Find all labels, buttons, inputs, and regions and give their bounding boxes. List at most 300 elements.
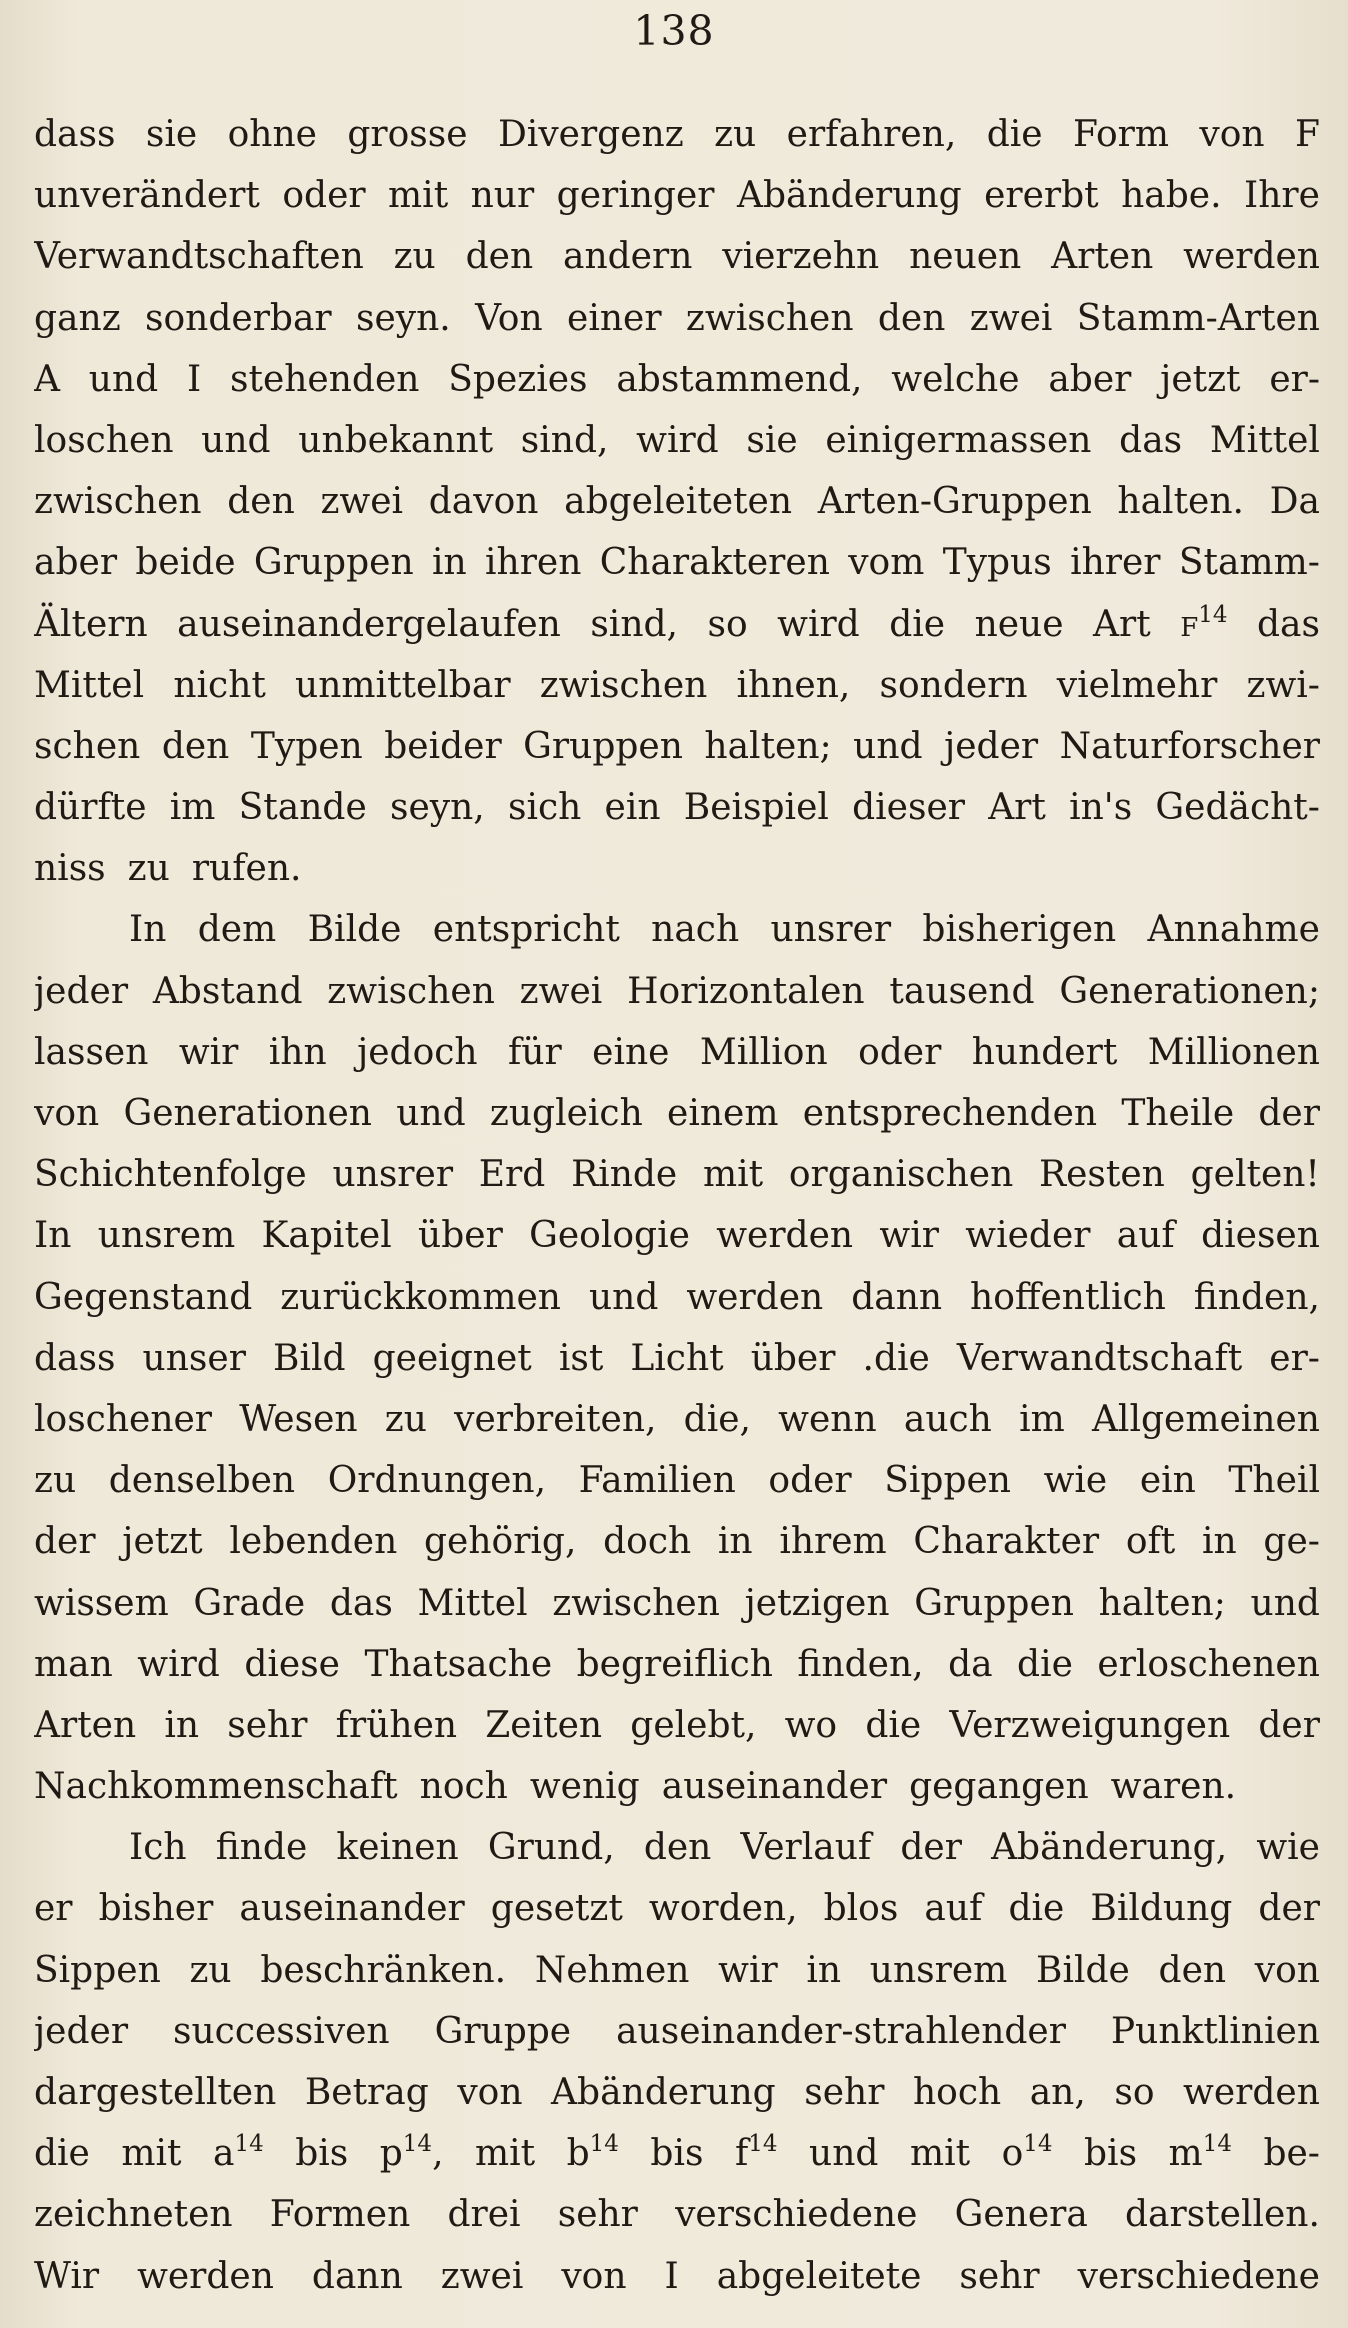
word: abgeleitete (716, 2255, 922, 2297)
word: waren. (1110, 1766, 1237, 1808)
word: unser (142, 1337, 246, 1379)
word: Da (1269, 481, 1320, 523)
word: Sippen (34, 1949, 161, 1991)
text-line (34, 1022, 1320, 1083)
word: Punktlinien (1110, 2010, 1320, 2052)
word: dieser (852, 787, 965, 829)
word: tausend (889, 970, 1035, 1012)
word: auf (1116, 1215, 1175, 1257)
word: den (643, 1827, 712, 1869)
word: Abänderung, (991, 1827, 1228, 1869)
word: I (186, 358, 202, 400)
word: finden, (797, 1643, 924, 1685)
word: Licht (630, 1337, 724, 1379)
word: dass (34, 114, 116, 155)
word: Mittel (1209, 419, 1320, 461)
word: Erd (478, 1154, 546, 1196)
word: einem (667, 1093, 779, 1134)
word: Ältern (34, 603, 148, 645)
word: jeder (944, 725, 1039, 767)
word: unsrer (770, 909, 892, 951)
word: A (34, 358, 60, 400)
word: er (34, 1888, 73, 1930)
word: nur (470, 175, 535, 217)
word: zu (34, 1460, 77, 1502)
text-line (34, 288, 1320, 349)
word: Annahme (1147, 909, 1320, 951)
word: Allgemeinen (1091, 1398, 1320, 1440)
word: ihrem (779, 1521, 887, 1563)
word: Bilde (307, 909, 402, 951)
text-line (34, 1450, 1320, 1511)
word: von (1199, 114, 1265, 155)
word: loschen (34, 419, 174, 461)
word: hoffentlich (970, 1276, 1166, 1318)
word: jetzt (1160, 358, 1241, 400)
word: Arten (1051, 236, 1154, 278)
word: Millionen (1147, 1031, 1320, 1073)
word: oder (768, 1460, 852, 1502)
word: jeder (34, 2010, 129, 2052)
word: wir (718, 1949, 778, 1991)
word: den (465, 236, 534, 278)
word: Gedächt- (1155, 787, 1320, 829)
word: und (1250, 1582, 1320, 1624)
word: Million (699, 1031, 828, 1073)
word: mit (121, 2133, 182, 2175)
word: zu (393, 236, 436, 278)
word: mit (388, 175, 449, 217)
word: entsprechenden (802, 1093, 1098, 1134)
word: Verwandtschaft (956, 1337, 1243, 1379)
word: die (34, 2133, 90, 2175)
word: Stamm- (1178, 542, 1320, 584)
text-line (34, 1573, 1320, 1634)
word: wir (178, 1031, 239, 1073)
word: Formen (269, 2194, 411, 2236)
text-line (34, 1511, 1320, 1572)
text-line (34, 2001, 1320, 2062)
text-line (34, 104, 1320, 165)
word: Genera (954, 2194, 1088, 2236)
word: Betrag (304, 2072, 429, 2113)
word: der (1258, 1704, 1320, 1746)
word: wo (784, 1704, 838, 1746)
text-line (34, 1267, 1320, 1328)
word: über (418, 1215, 503, 1257)
word: neue (974, 603, 1064, 645)
word: dargestellten (34, 2072, 277, 2113)
word: verbreiten, (454, 1398, 657, 1440)
word: an, (1029, 2072, 1086, 2113)
word: Naturforscher (1059, 725, 1320, 767)
word: zugleich (489, 1093, 643, 1134)
text-line (34, 471, 1320, 532)
word: und (588, 1276, 659, 1318)
word: zwei (320, 481, 404, 523)
word: der (1258, 1093, 1320, 1134)
word: Zeiten (485, 1704, 603, 1746)
word: oder (282, 175, 366, 217)
body-text (34, 104, 1320, 2307)
word: die (865, 1704, 922, 1746)
word: im (169, 787, 216, 829)
word: werden (1183, 2072, 1320, 2113)
word: dürfte (34, 787, 147, 829)
word: ganz (34, 297, 121, 339)
word: den (161, 725, 230, 767)
word: zwischen (327, 970, 495, 1012)
word: oder (858, 1031, 942, 1073)
word: Wesen (239, 1398, 358, 1440)
word: hoch (912, 2072, 1002, 2113)
word: sonderbar (145, 297, 332, 339)
word: geeignet (372, 1337, 532, 1379)
word: drei (447, 2194, 521, 2236)
word: In (129, 909, 167, 951)
word: zu (714, 114, 757, 155)
word: Spezies (448, 358, 588, 400)
word: in (164, 1704, 200, 1746)
word: Wir (34, 2255, 100, 2297)
word: habe. (1121, 175, 1222, 217)
text-line (34, 2246, 1320, 2307)
word: einer (567, 297, 662, 339)
word: Stande (238, 787, 367, 829)
word: $f^{14}$ (734, 2131, 778, 2175)
word: erloschenen (1097, 1643, 1320, 1685)
word: dann (851, 1276, 943, 1318)
word: ihren (485, 542, 582, 584)
text-line (34, 349, 1320, 410)
word: aber (34, 542, 118, 584)
word: Thatsache (364, 1643, 553, 1685)
word: aber (1048, 358, 1132, 400)
text-line (34, 1083, 1320, 1144)
word: für (508, 1031, 562, 1073)
text-line (34, 532, 1320, 593)
word: und (853, 725, 923, 767)
word: $a^{14}$ (212, 2131, 264, 2175)
word: dass (34, 1337, 116, 1379)
word: seyn. (356, 297, 451, 339)
word: das (329, 1582, 393, 1624)
word: und (88, 358, 159, 400)
word: grosse (347, 114, 468, 155)
text-line (34, 1144, 1320, 1205)
word: Verlauf (740, 1827, 872, 1869)
word: Ich (129, 1827, 187, 1869)
word: so (707, 603, 748, 645)
word: Kapitel (261, 1215, 392, 1257)
word: Abänderung (736, 175, 962, 217)
text-line (34, 899, 1320, 960)
word: sie (746, 419, 798, 461)
word: andern (562, 236, 693, 278)
word: in (717, 1521, 753, 1563)
text-line (34, 1756, 1320, 1817)
word: werden (686, 1276, 824, 1318)
word: darstellen. (1125, 2194, 1320, 2236)
word: hundert (971, 1031, 1118, 1073)
page-number: 138 (633, 7, 715, 55)
word: diesen (1201, 1215, 1320, 1257)
word: gesetzt (490, 1888, 623, 1930)
text-line (34, 1940, 1320, 2001)
word: Charakter (913, 1521, 1100, 1563)
word: die, (683, 1398, 751, 1440)
word: seyn, (390, 787, 485, 829)
word: Form (1072, 114, 1169, 155)
word: und (396, 1093, 466, 1134)
word: davon (428, 481, 539, 523)
text-line (34, 410, 1320, 471)
word: Charakteren (599, 542, 830, 584)
word: niss (34, 848, 106, 890)
text-line (34, 1817, 1320, 1878)
word: zwei (519, 970, 603, 1012)
word: zwischen (539, 664, 708, 706)
word: bis (295, 2133, 349, 2175)
text-line (34, 2123, 1320, 2184)
text-line (34, 1878, 1320, 1939)
word: wir (879, 1215, 939, 1257)
word: verschiedene (675, 2194, 918, 2236)
word: sich (507, 787, 582, 829)
word: sind, (520, 419, 609, 461)
word: Abänderung (551, 2072, 776, 2113)
word: keinen (336, 1827, 459, 1869)
word: Grade (193, 1582, 306, 1624)
word: die (1017, 1643, 1073, 1685)
text-line (34, 655, 1320, 716)
word: dem (197, 909, 277, 951)
text-line (34, 226, 1320, 287)
word: F (1295, 114, 1320, 155)
word: einigermassen (825, 419, 1092, 461)
word: Familien (578, 1460, 736, 1502)
word: sehr (804, 2072, 885, 2113)
word: ererbt (984, 175, 1099, 217)
word: frühen (335, 1704, 458, 1746)
word: Theil (1228, 1460, 1320, 1502)
text-line (34, 838, 1320, 899)
text-line (34, 1634, 1320, 1695)
word: worden, (648, 1888, 798, 1930)
word: nach (651, 909, 740, 951)
word: entspricht (432, 909, 620, 951)
word: auseinander (661, 1766, 888, 1808)
word: jeder (34, 970, 129, 1012)
word: Typen (250, 725, 363, 767)
word: auseinander (239, 1888, 465, 1930)
word: stehenden (230, 358, 420, 400)
word: Schichtenfolge (34, 1154, 307, 1196)
word: $b^{14}$ (566, 2131, 619, 2175)
word: bisher (98, 1888, 214, 1930)
word: vom (848, 542, 925, 584)
word: Resten (1039, 1154, 1165, 1196)
word: ihrer (1070, 542, 1161, 584)
word: halten; (704, 725, 832, 767)
text-line (34, 961, 1320, 1022)
word: $F^{14}$ (1180, 601, 1228, 643)
word: zwi- (1246, 664, 1320, 706)
text-line (34, 716, 1320, 777)
word: auf (924, 1888, 983, 1930)
word: beide (135, 542, 236, 584)
word: Verwandtschaften (34, 236, 364, 278)
word: Mittel (417, 1582, 528, 1624)
word: Gruppen (523, 725, 683, 767)
text-line (34, 594, 1320, 655)
word: welche (891, 358, 1020, 400)
word: beider (384, 725, 502, 767)
word: $o^{14}$ (1001, 2131, 1053, 2175)
word: be- (1263, 2133, 1320, 2175)
word: in (431, 542, 467, 584)
word: unverändert (34, 175, 260, 217)
word: Bilde (1036, 1949, 1130, 1991)
word: der (900, 1827, 962, 1869)
word: der (1258, 1888, 1320, 1930)
word: ein (1139, 1460, 1196, 1502)
word: Gruppen (253, 542, 414, 584)
word: sind, (590, 603, 678, 645)
word: von (1254, 1949, 1320, 1991)
word: Generationen (123, 1093, 372, 1134)
text-line (34, 1389, 1320, 1450)
word: unsrem (97, 1215, 236, 1257)
word: schen (34, 725, 141, 767)
word: zwei (969, 297, 1053, 339)
word: werden (716, 1215, 854, 1257)
word: Sippen (884, 1460, 1011, 1502)
word: zwei (440, 2255, 524, 2297)
word: jetzigen (744, 1582, 890, 1624)
word: werden (1183, 236, 1320, 278)
word: unmittelbar (295, 664, 511, 706)
word: wissem (34, 1582, 169, 1624)
word: von (561, 2255, 627, 2297)
word: unbekannt (298, 419, 494, 461)
word: beschränken. (260, 1949, 507, 1991)
word: Stamm-Arten (1076, 297, 1320, 339)
word: über (750, 1337, 836, 1379)
word: vierzehn (722, 236, 880, 278)
word: Art (988, 787, 1046, 829)
word: sondern (879, 664, 1028, 706)
word: Gegenstand (34, 1276, 253, 1318)
word: zwischen (34, 481, 202, 523)
word: jedoch (357, 1031, 478, 1073)
word: ist (558, 1337, 604, 1379)
word: Bildung (1090, 1888, 1233, 1930)
text-line (34, 1328, 1320, 1389)
word: Mittel (34, 664, 145, 706)
word: blos (823, 1888, 899, 1930)
word: diese (244, 1643, 340, 1685)
word: gegangen (909, 1766, 1089, 1808)
word: dann (311, 2255, 403, 2297)
word: vielmehr (1056, 664, 1218, 706)
word: Arten (34, 1704, 137, 1746)
word: sehr (227, 1704, 308, 1746)
word: ihn (268, 1031, 327, 1073)
word: finden, (1193, 1276, 1320, 1318)
word: lassen (34, 1031, 149, 1073)
word: ein (604, 787, 661, 829)
word: den (877, 297, 946, 339)
word: Geologie (529, 1215, 690, 1257)
word: ge- (1263, 1521, 1320, 1563)
word: successiven (173, 2010, 390, 2052)
word: wird (137, 1643, 220, 1685)
word: zu (384, 1398, 427, 1440)
word: das (1119, 419, 1183, 461)
word: organischen (788, 1154, 1014, 1196)
word: gehörig, (423, 1521, 577, 1563)
word: und (201, 419, 271, 461)
word: $m^{14}$ (1168, 2131, 1232, 2175)
word: sie (145, 114, 198, 155)
word: da (948, 1643, 993, 1685)
word: abgeleiteten (564, 481, 793, 523)
word: unsrem (869, 1949, 1008, 1991)
word: gelebt, (630, 1704, 757, 1746)
word: den (1158, 1949, 1227, 1991)
word: gelten! (1190, 1154, 1320, 1196)
word: wie (1256, 1827, 1320, 1869)
word: rufen. (191, 848, 302, 890)
word: doch (603, 1521, 692, 1563)
word: er- (1269, 1337, 1320, 1379)
word: zu (189, 1949, 232, 1991)
word: wenn (778, 1398, 877, 1440)
word: auseinander-strahlender (616, 2010, 1066, 2052)
word: von (457, 2072, 523, 2113)
text-line (34, 1205, 1320, 1266)
word: bis (1084, 2133, 1138, 2175)
word: In (34, 1215, 72, 1257)
word: finde (215, 1827, 308, 1869)
word: jetzt (122, 1521, 203, 1563)
word: Art (1093, 603, 1151, 645)
text-line (34, 2062, 1320, 2123)
word: geringer (556, 175, 715, 217)
word: Von (475, 297, 543, 339)
word: Nachkommenschaft (34, 1766, 398, 1808)
word: der (34, 1521, 96, 1563)
word: Typus (942, 542, 1052, 584)
word: zwischen (685, 297, 854, 339)
text-line (34, 165, 1320, 226)
word: Gruppen (914, 1582, 1074, 1624)
word: auseinandergelaufen (177, 603, 561, 645)
word: eine (592, 1031, 670, 1073)
word: ihnen, (736, 664, 851, 706)
word: in (1202, 1521, 1237, 1563)
word: er- (1269, 358, 1320, 400)
word: halten. (1117, 481, 1244, 523)
word: auch (903, 1398, 992, 1440)
word: zurückkommen (280, 1276, 561, 1318)
word: wird (636, 419, 719, 461)
text-line (34, 777, 1320, 838)
word: I (664, 2255, 679, 2297)
word: Horizontalen (627, 970, 865, 1012)
word: loschener (34, 1398, 213, 1440)
